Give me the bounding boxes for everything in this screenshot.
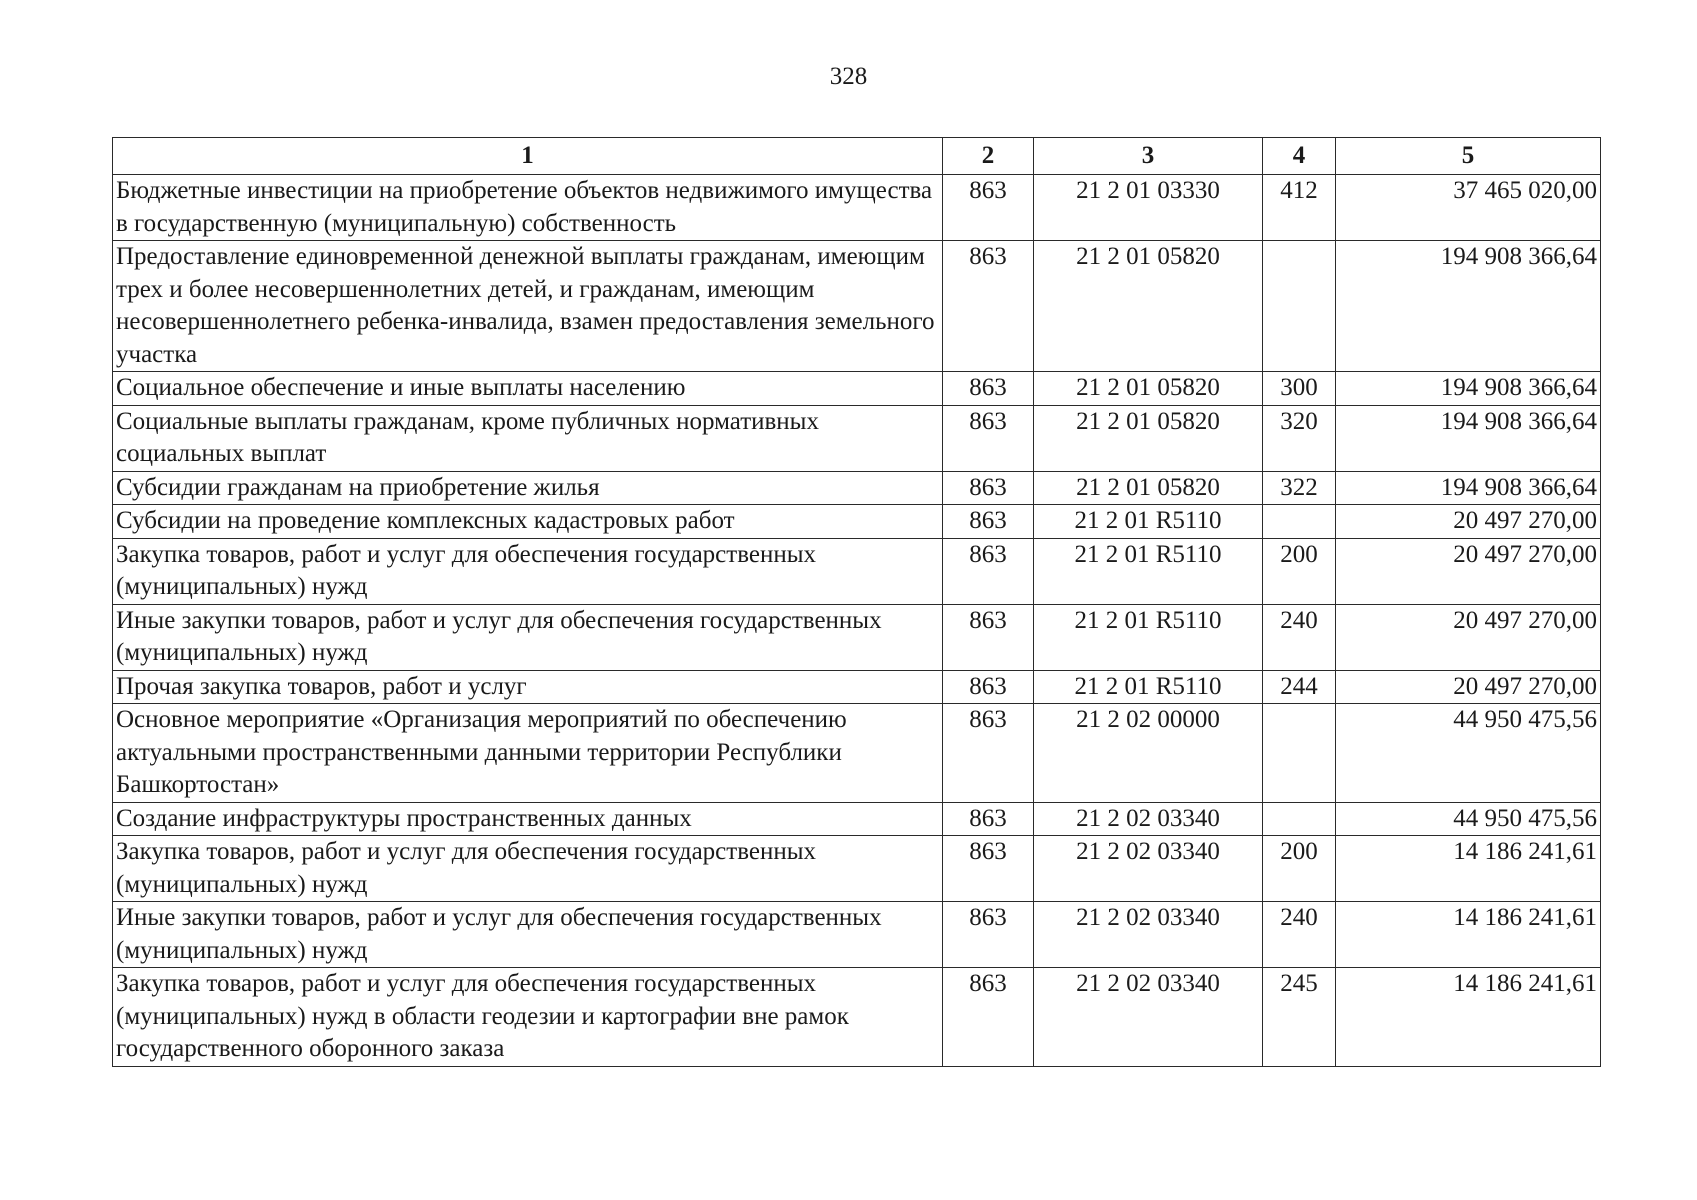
row-article-cell: 21 2 01 05820 xyxy=(1034,471,1263,505)
row-name-cell: Социальные выплаты гражданам, кроме публичных нормативных социальных выплат xyxy=(113,405,943,471)
table-row xyxy=(113,505,1601,539)
row-expense-type-cell: 412 xyxy=(1263,175,1336,241)
row-article-cell: 21 2 02 03340 xyxy=(1034,968,1263,1067)
table-row xyxy=(113,670,1601,704)
row-name-cell: Предоставление единовременной денежной выплаты гражданам, имеющим трех и более несовершеннолетних детей, и гражданам, имеющим несовершеннолетнего ребенка-инвалида, взамен предоставления земельного участка xyxy=(113,241,943,372)
table-row xyxy=(113,241,1601,372)
row-article-cell: 21 2 01 R5110 xyxy=(1034,505,1263,539)
row-name-cell: Иные закупки товаров, работ и услуг для обеспечения государственных (муниципальных) нужд xyxy=(113,604,943,670)
row-expense-type-cell xyxy=(1263,704,1336,803)
row-ministry-cell: 863 xyxy=(943,968,1034,1067)
row-article-cell: 21 2 02 00000 xyxy=(1034,704,1263,803)
row-article-cell: 21 2 02 03340 xyxy=(1034,836,1263,902)
row-ministry-cell: 863 xyxy=(943,704,1034,803)
row-article-cell: 21 2 01 03330 xyxy=(1034,175,1263,241)
row-ministry-cell: 863 xyxy=(943,405,1034,471)
row-expense-type-cell: 240 xyxy=(1263,902,1336,968)
row-amount-cell: 194 908 366,64 xyxy=(1336,241,1601,372)
row-name-cell: Основное мероприятие «Организация мероприятий по обеспечению актуальными пространственными данными территории Республики Башкортостан» xyxy=(113,704,943,803)
row-article-cell: 21 2 01 R5110 xyxy=(1034,604,1263,670)
row-name-cell: Социальное обеспечение и иные выплаты населению xyxy=(113,372,943,406)
table-row xyxy=(113,604,1601,670)
row-amount-cell: 20 497 270,00 xyxy=(1336,670,1601,704)
row-expense-type-cell: 322 xyxy=(1263,471,1336,505)
row-expense-type-cell: 320 xyxy=(1263,405,1336,471)
row-ministry-cell: 863 xyxy=(943,902,1034,968)
row-amount-cell: 194 908 366,64 xyxy=(1336,372,1601,406)
table-row xyxy=(113,836,1601,902)
row-ministry-cell: 863 xyxy=(943,604,1034,670)
column-header-1: 1 xyxy=(113,138,943,175)
row-article-cell: 21 2 01 R5110 xyxy=(1034,538,1263,604)
table-header-row xyxy=(113,138,1601,175)
row-ministry-cell: 863 xyxy=(943,670,1034,704)
table-row xyxy=(113,802,1601,836)
row-article-cell: 21 2 02 03340 xyxy=(1034,802,1263,836)
row-name-cell: Закупка товаров, работ и услуг для обеспечения государственных (муниципальных) нужд xyxy=(113,836,943,902)
row-ministry-cell: 863 xyxy=(943,538,1034,604)
row-name-cell: Закупка товаров, работ и услуг для обеспечения государственных (муниципальных) нужд в области геодезии и картографии вне рамок государственного оборонного заказа xyxy=(113,968,943,1067)
row-name-cell: Бюджетные инвестиции на приобретение объектов недвижимого имущества в государственную (муниципальную) собственность xyxy=(113,175,943,241)
row-expense-type-cell xyxy=(1263,241,1336,372)
row-expense-type-cell xyxy=(1263,802,1336,836)
row-ministry-cell: 863 xyxy=(943,505,1034,539)
row-article-cell: 21 2 01 05820 xyxy=(1034,372,1263,406)
table-row xyxy=(113,175,1601,241)
row-amount-cell: 14 186 241,61 xyxy=(1336,836,1601,902)
row-ministry-cell: 863 xyxy=(943,175,1034,241)
column-header-4: 4 xyxy=(1263,138,1336,175)
row-article-cell: 21 2 01 05820 xyxy=(1034,241,1263,372)
row-amount-cell: 14 186 241,61 xyxy=(1336,902,1601,968)
row-ministry-cell: 863 xyxy=(943,836,1034,902)
row-article-cell: 21 2 01 05820 xyxy=(1034,405,1263,471)
table-row xyxy=(113,968,1601,1067)
row-expense-type-cell: 244 xyxy=(1263,670,1336,704)
row-expense-type-cell: 245 xyxy=(1263,968,1336,1067)
table-row xyxy=(113,704,1601,803)
row-expense-type-cell xyxy=(1263,505,1336,539)
row-expense-type-cell: 200 xyxy=(1263,836,1336,902)
row-name-cell: Субсидии гражданам на приобретение жилья xyxy=(113,471,943,505)
table-row xyxy=(113,471,1601,505)
row-name-cell: Субсидии на проведение комплексных кадастровых работ xyxy=(113,505,943,539)
row-name-cell: Прочая закупка товаров, работ и услуг xyxy=(113,670,943,704)
column-header-2: 2 xyxy=(943,138,1034,175)
row-amount-cell: 44 950 475,56 xyxy=(1336,704,1601,803)
table-row xyxy=(113,538,1601,604)
row-expense-type-cell: 300 xyxy=(1263,372,1336,406)
row-amount-cell: 44 950 475,56 xyxy=(1336,802,1601,836)
row-amount-cell: 194 908 366,64 xyxy=(1336,471,1601,505)
row-expense-type-cell: 240 xyxy=(1263,604,1336,670)
row-article-cell: 21 2 01 R5110 xyxy=(1034,670,1263,704)
row-amount-cell: 20 497 270,00 xyxy=(1336,604,1601,670)
row-ministry-cell: 863 xyxy=(943,372,1034,406)
table-row xyxy=(113,405,1601,471)
table-row xyxy=(113,902,1601,968)
row-name-cell: Закупка товаров, работ и услуг для обеспечения государственных (муниципальных) нужд xyxy=(113,538,943,604)
row-amount-cell: 20 497 270,00 xyxy=(1336,505,1601,539)
table-row xyxy=(113,372,1601,406)
row-name-cell: Создание инфраструктуры пространственных данных xyxy=(113,802,943,836)
row-name-cell: Иные закупки товаров, работ и услуг для обеспечения государственных (муниципальных) нужд xyxy=(113,902,943,968)
column-header-5: 5 xyxy=(1336,138,1601,175)
row-ministry-cell: 863 xyxy=(943,802,1034,836)
row-ministry-cell: 863 xyxy=(943,471,1034,505)
row-expense-type-cell: 200 xyxy=(1263,538,1336,604)
column-header-3: 3 xyxy=(1034,138,1263,175)
row-amount-cell: 194 908 366,64 xyxy=(1336,405,1601,471)
page-number: 328 xyxy=(829,63,868,90)
row-amount-cell: 14 186 241,61 xyxy=(1336,968,1601,1067)
row-article-cell: 21 2 02 03340 xyxy=(1034,902,1263,968)
row-amount-cell: 37 465 020,00 xyxy=(1336,175,1601,241)
row-amount-cell: 20 497 270,00 xyxy=(1336,538,1601,604)
row-ministry-cell: 863 xyxy=(943,241,1034,372)
budget-table xyxy=(112,137,1601,1067)
table-body xyxy=(113,175,1601,1067)
